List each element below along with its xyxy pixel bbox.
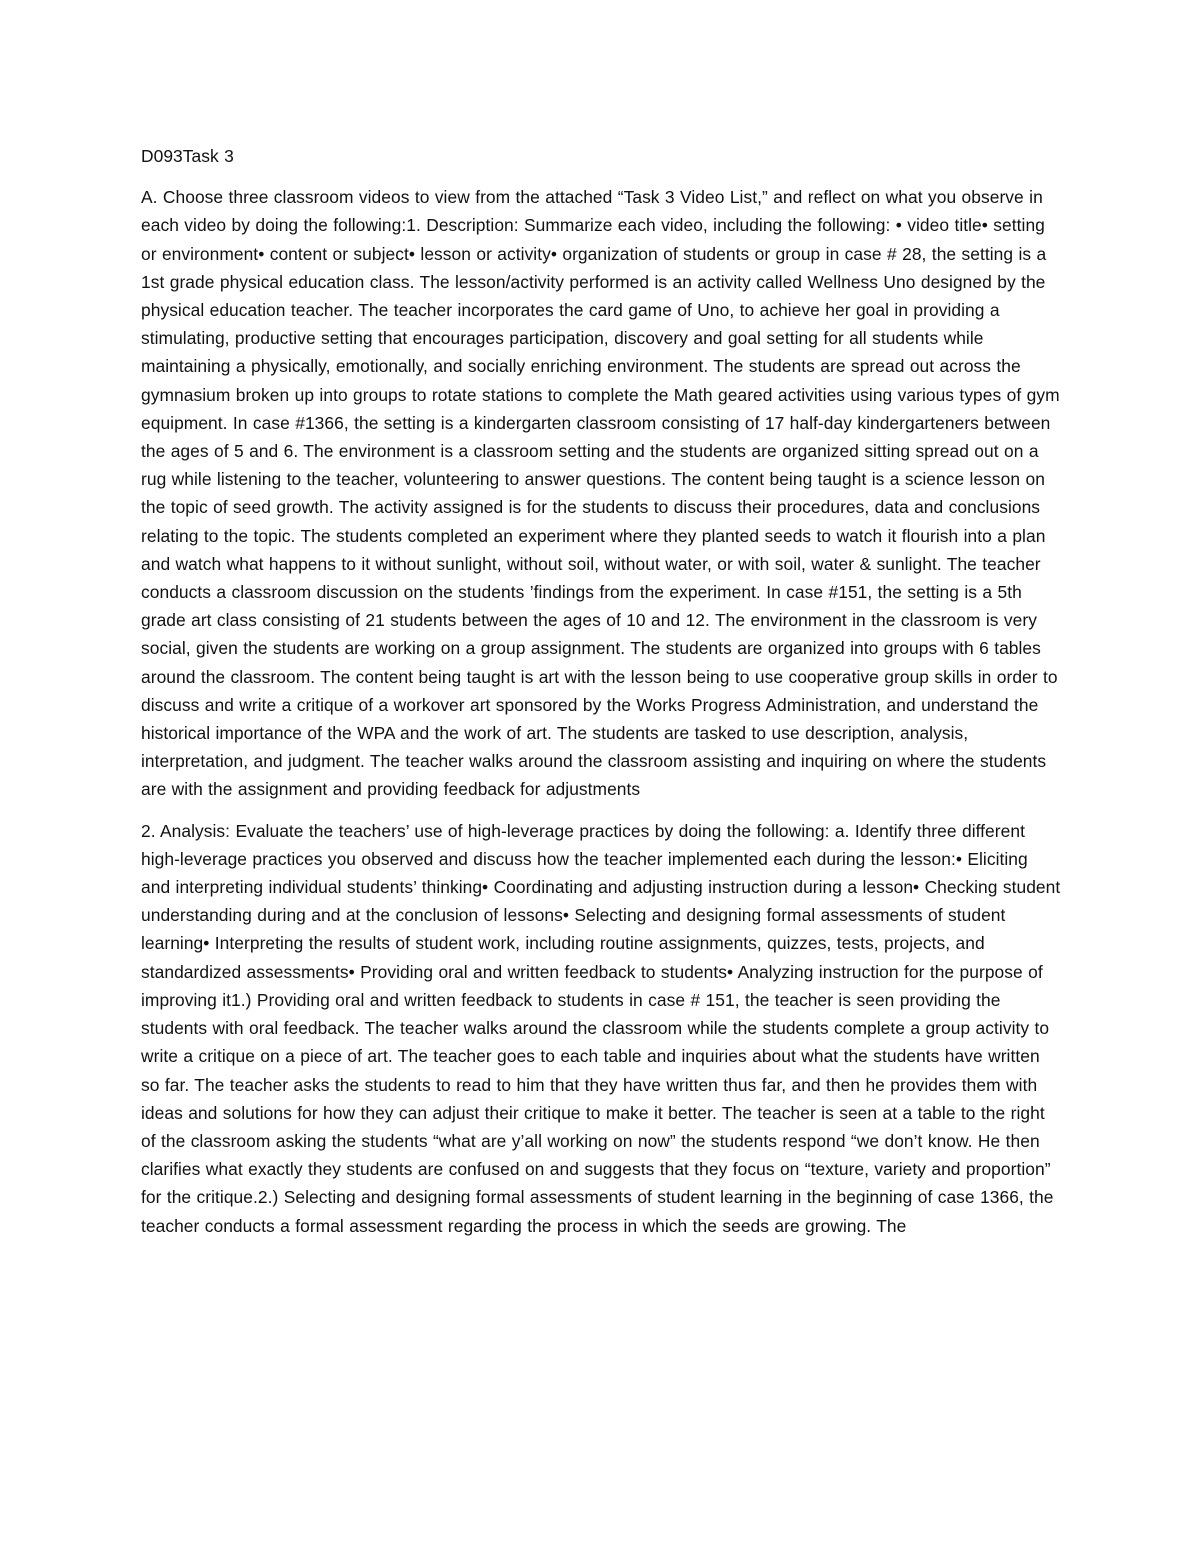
paragraph-description: A. Choose three classroom videos to view from the attached “Task 3 Video List,” and reflect on what you observe in each video by doing the following:1. Description: Summarize each video, including the following: • video title• setting or environment• content or subject• lesson or activity• organization of students or group in case # 28, the setting is a 1st grade physical education class. The lesson/activity performed is an activity called Wellness Uno designed by the physical education teacher. The teacher incorporates the card game of Uno, to achieve her goal in providing a stimulating, productive setting that encourages participation, discovery and goal setting for all students while maintaining a physically, emotionally, and socially enriching environment. The students are spread out across the gymnasium broken up into groups to rotate stations to complete the Math geared activities using various types of gym equipment. In case #1366, the setting is a kindergarten classroom consisting of 17 half-day kindergarteners between the ages of 5 and 6. The environment is a classroom setting and the students are organized sitting spread out on a rug while listening to the teacher, volunteering to answer questions. The content being taught is a science lesson on the topic of seed growth. The activity assigned is for the students to discuss their procedures, data and conclusions relating to the topic. The students completed an experiment where they planted seeds to watch it flourish into a plan and watch what happens to it without sunlight, without soil, without water, or with soil, water & sunlight. The teacher conducts a classroom discussion on the students ’findings from the experiment. In case #151, the setting is a 5th grade art class consisting of 21 students between the ages of 10 and 12. The environment in the classroom is very social, given the students are working on a group assignment. The students are organized into groups with 6 tables around the classroom. The content being taught is art with the lesson being to use cooperative group skills in order to discuss and write a critique of a workover art sponsored by the Works Progress Administration, and understand the historical importance of the WPA and the work of art. The students are tasked to use description, analysis, interpretation, and judgment. The teacher walks around the classroom assisting and inquiring on where the students are with the assignment and providing feedback for adjustments <box>141 187 1060 800</box>
document-title: D093Task 3 <box>141 146 234 166</box>
paragraph-analysis: 2. Analysis: Evaluate the teachers’ use of high-leverage practices by doing the following: a. Identify three different high-leverage practices you observed and discuss how the teacher implemented each during the lesson:• Eliciting and interpreting individual students’ thinking• Coordinating and adjusting instruction during a lesson• Checking student understanding during and at the conclusion of lessons• Selecting and designing formal assessments of student learning• Interpreting the results of student work, including routine assignments, quizzes, tests, projects, and standardized assessments• Providing oral and written feedback to students• Analyzing instruction for the purpose of improving it1.) Providing oral and written feedback to students in case # 151, the teacher is seen providing the students with oral feedback. The teacher walks around the classroom while the students complete a group activity to write a critique on a piece of art. The teacher goes to each table and inquiries about what the students have written so far. The teacher asks the students to read to him that they have written thus far, and then he provides them with ideas and solutions for how they can adjust their critique to make it better. The teacher is seen at a table to the right of the classroom asking the students “what are y’all working on now” the students respond “we don’t know. He then clarifies what exactly they students are confused on and suggests that they focus on “texture, variety and proportion” for the critique.2.) Selecting and designing formal assessments of student learning in the beginning of case 1366, the teacher conducts a formal assessment regarding the process in which the seeds are growing. The <box>141 820 1061 1236</box>
document-body <box>141 142 1061 1253</box>
